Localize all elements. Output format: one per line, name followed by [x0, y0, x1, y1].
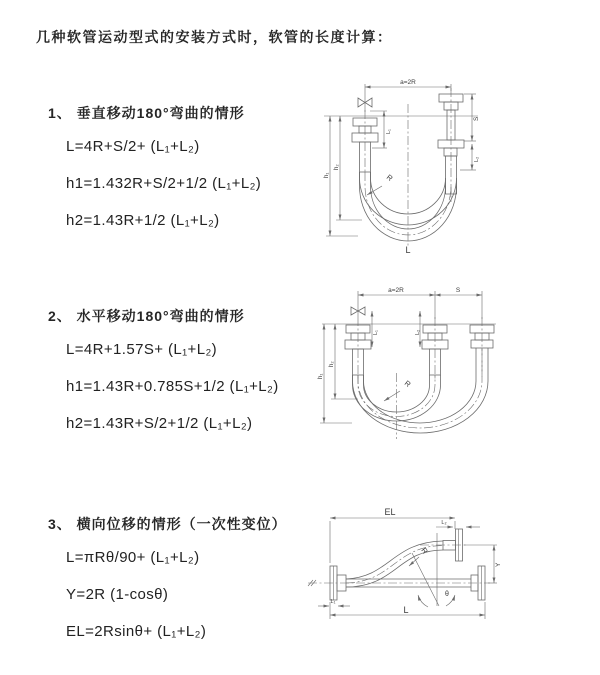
- dim-label-l2: L₂: [441, 520, 447, 526]
- dim-el: [330, 507, 455, 563]
- hose-end-fitting-right: [438, 88, 464, 202]
- page-title: 几种软管运动型式的安装方式时，软管的长度计算：: [36, 29, 393, 45]
- radius-label: R: [419, 545, 430, 556]
- diagram-vertical-180-bend: [308, 74, 592, 256]
- dim-label-l1: L₁: [330, 599, 336, 605]
- dim-l1: [370, 111, 392, 148]
- dim-l1: [372, 311, 379, 347]
- dim-l2: [415, 311, 421, 347]
- dim-label-h2: h₂: [329, 361, 335, 367]
- dim-l2: [436, 520, 480, 527]
- dim-label-l2: L₂: [415, 329, 421, 335]
- dim-label-h1: h₁: [318, 373, 324, 379]
- radius-label: R: [384, 172, 395, 183]
- dim-s: [435, 287, 482, 295]
- dim-label-l1: L₁: [373, 330, 379, 335]
- diagram-horizontal-180-bend: [310, 281, 600, 451]
- dim-label-l: L: [403, 605, 409, 615]
- section-3-heading: 3、 横向位移的情形（一次性变位）: [48, 516, 287, 532]
- section-1: [48, 103, 318, 236]
- angle-label: θ: [445, 591, 449, 598]
- diagram-lateral-displacement: [300, 503, 600, 643]
- dim-label-s: S: [455, 287, 461, 294]
- dim-l1: [318, 599, 350, 606]
- dim-label-h2: h₂: [334, 164, 340, 170]
- hose-end-fitting-left: [345, 317, 371, 381]
- dim-h2: [334, 116, 362, 220]
- formula-line: h1=1.432R+S/2+1/2 (L₁+L₂): [66, 175, 262, 192]
- section-3: [48, 514, 318, 647]
- dim-s: [464, 94, 480, 141]
- section-2-heading: 2、 水平移动180°弯曲的情形: [48, 308, 245, 324]
- formula-line: h1=1.43R+0.785S+1/2 (L₁+L₂): [66, 378, 279, 395]
- dim-h1: [324, 116, 358, 236]
- section-1-heading: 1、 垂直移动180°弯曲的情形: [48, 105, 245, 121]
- dim-label-l2: L₂: [474, 156, 480, 162]
- formula-line: L=πRθ/90+ (L₁+L₂): [66, 549, 200, 566]
- dim-label-s: S: [473, 116, 480, 121]
- length-label: L: [405, 245, 411, 255]
- hose-end-fitting-left: [352, 110, 378, 174]
- dim-label-l1: L₁: [386, 129, 392, 134]
- radius-label: R: [402, 378, 413, 389]
- dim-label-h1: h₁: [324, 172, 330, 178]
- flange-lower-right: [478, 566, 485, 600]
- formula-line: EL=2Rsinθ+ (L₁+L₂): [66, 623, 207, 640]
- dim-label-el: EL: [384, 507, 396, 517]
- formula-line: h2=1.43R+S/2+1/2 (L₁+L₂): [66, 415, 253, 432]
- formula-line: h2=1.43R+1/2 (L₁+L₂): [66, 212, 220, 229]
- radius-callout: [384, 378, 413, 401]
- dim-h2: [329, 324, 358, 399]
- section-2: [48, 306, 318, 439]
- formula-line: Y=2R (1-cosθ): [66, 586, 169, 603]
- angle-theta: [412, 533, 455, 607]
- hose-end-fitting-middle: [422, 317, 448, 381]
- hose-end-fitting-right: [470, 317, 494, 377]
- dim-label-y: Y: [495, 562, 502, 567]
- hose-u-bend: [353, 348, 489, 433]
- dim-l: [330, 602, 485, 619]
- dim-y: [464, 545, 502, 583]
- dim-label-a2r: a=2R: [400, 79, 416, 86]
- formula-line: L=4R+1.57S+ (L₁+L₂): [66, 341, 218, 358]
- formula-line: L=4R+S/2+ (L₁+L₂): [66, 138, 200, 155]
- dim-label-a2r: a=2R: [388, 287, 404, 294]
